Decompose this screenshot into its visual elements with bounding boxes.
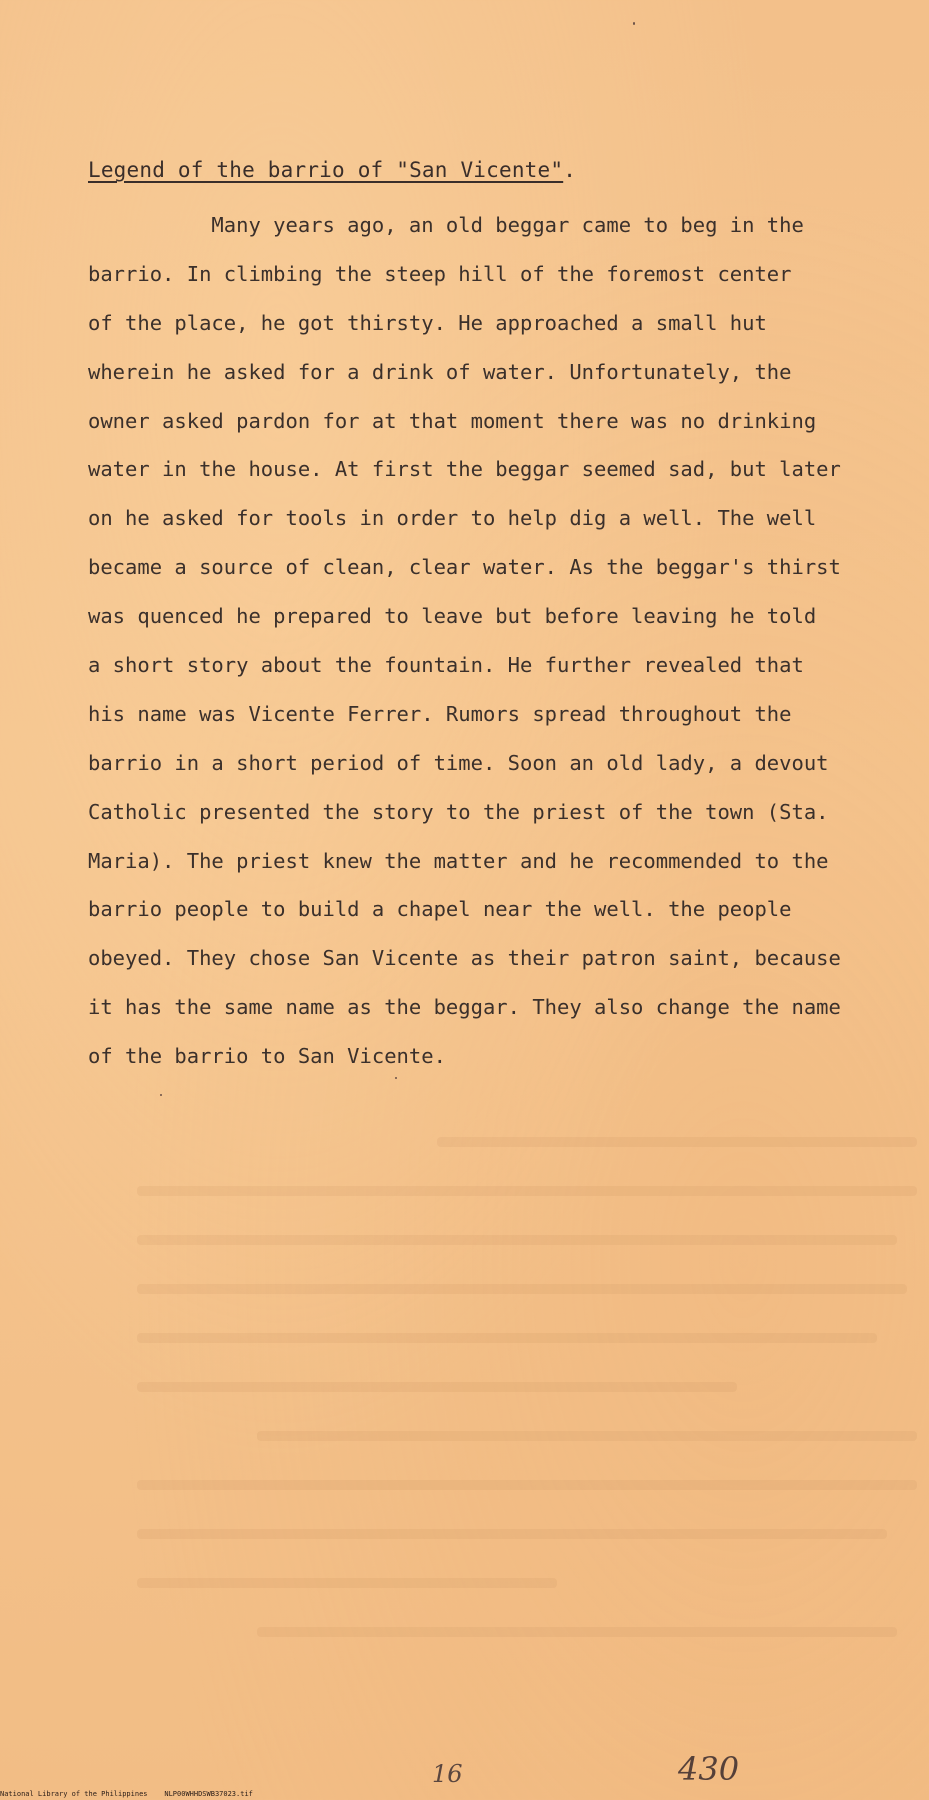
body-line: water in the house. At first the beggar seemed sad, but later xyxy=(88,457,841,482)
body-line: owner asked pardon for at that moment there was no drinking xyxy=(88,408,817,433)
body-line: a short story about the fountain. He further revealed that xyxy=(88,653,804,678)
body-line: barrio people to build a chapel near the well. the people xyxy=(88,897,792,922)
body-line: Catholic presented the story to the priest of the town (Sta. xyxy=(88,799,829,824)
document-heading-text: Legend of the barrio of "San Vicente" xyxy=(88,158,564,182)
paper-speck xyxy=(160,1094,162,1096)
footer-file-id: NLP00WHHDSWB37023.tif xyxy=(164,1790,253,1798)
bleed-through-marks xyxy=(137,1131,929,1691)
footer-library: National Library of the Philippines xyxy=(0,1790,148,1798)
body-line: Many years ago, an old beggar came to beg in the xyxy=(88,213,804,237)
document-heading-period: . xyxy=(563,158,577,182)
paper-speck xyxy=(395,1077,397,1079)
document-heading xyxy=(88,158,576,182)
body-line: barrio in a short period of time. Soon an old lady, a devout xyxy=(88,750,829,775)
body-line: on he asked for tools in order to help dig a well. The well xyxy=(88,506,817,531)
paper-speck xyxy=(633,22,635,25)
body-line: of the place, he got thirsty. He approached a small hut xyxy=(88,310,767,335)
body-line: Maria). The priest knew the matter and he recommended to the xyxy=(88,848,829,873)
body-line: became a source of clean, clear water. As the beggar's thirst xyxy=(88,555,841,580)
body-line: obeyed. They chose San Vicente as their patron saint, because xyxy=(88,946,841,971)
handwritten-archive-number: 430 xyxy=(678,1750,740,1788)
bleed-through-texture xyxy=(88,1082,888,1758)
legend-body xyxy=(88,201,888,1081)
body-line: it has the same name as the beggar. They also change the name xyxy=(88,995,841,1020)
body-line: his name was Vicente Ferrer. Rumors spread throughout the xyxy=(88,701,792,726)
body-line: barrio. In climbing the steep hill of the foremost center xyxy=(88,261,792,286)
body-line: of the barrio to San Vicente. xyxy=(88,1044,446,1069)
body-line: was quenced he prepared to leave but before leaving he told xyxy=(88,604,817,629)
handwritten-page-number: 16 xyxy=(432,1760,463,1788)
body-line: wherein he asked for a drink of water. Unfortunately, the xyxy=(88,359,792,384)
scan-footer xyxy=(0,1788,929,1800)
